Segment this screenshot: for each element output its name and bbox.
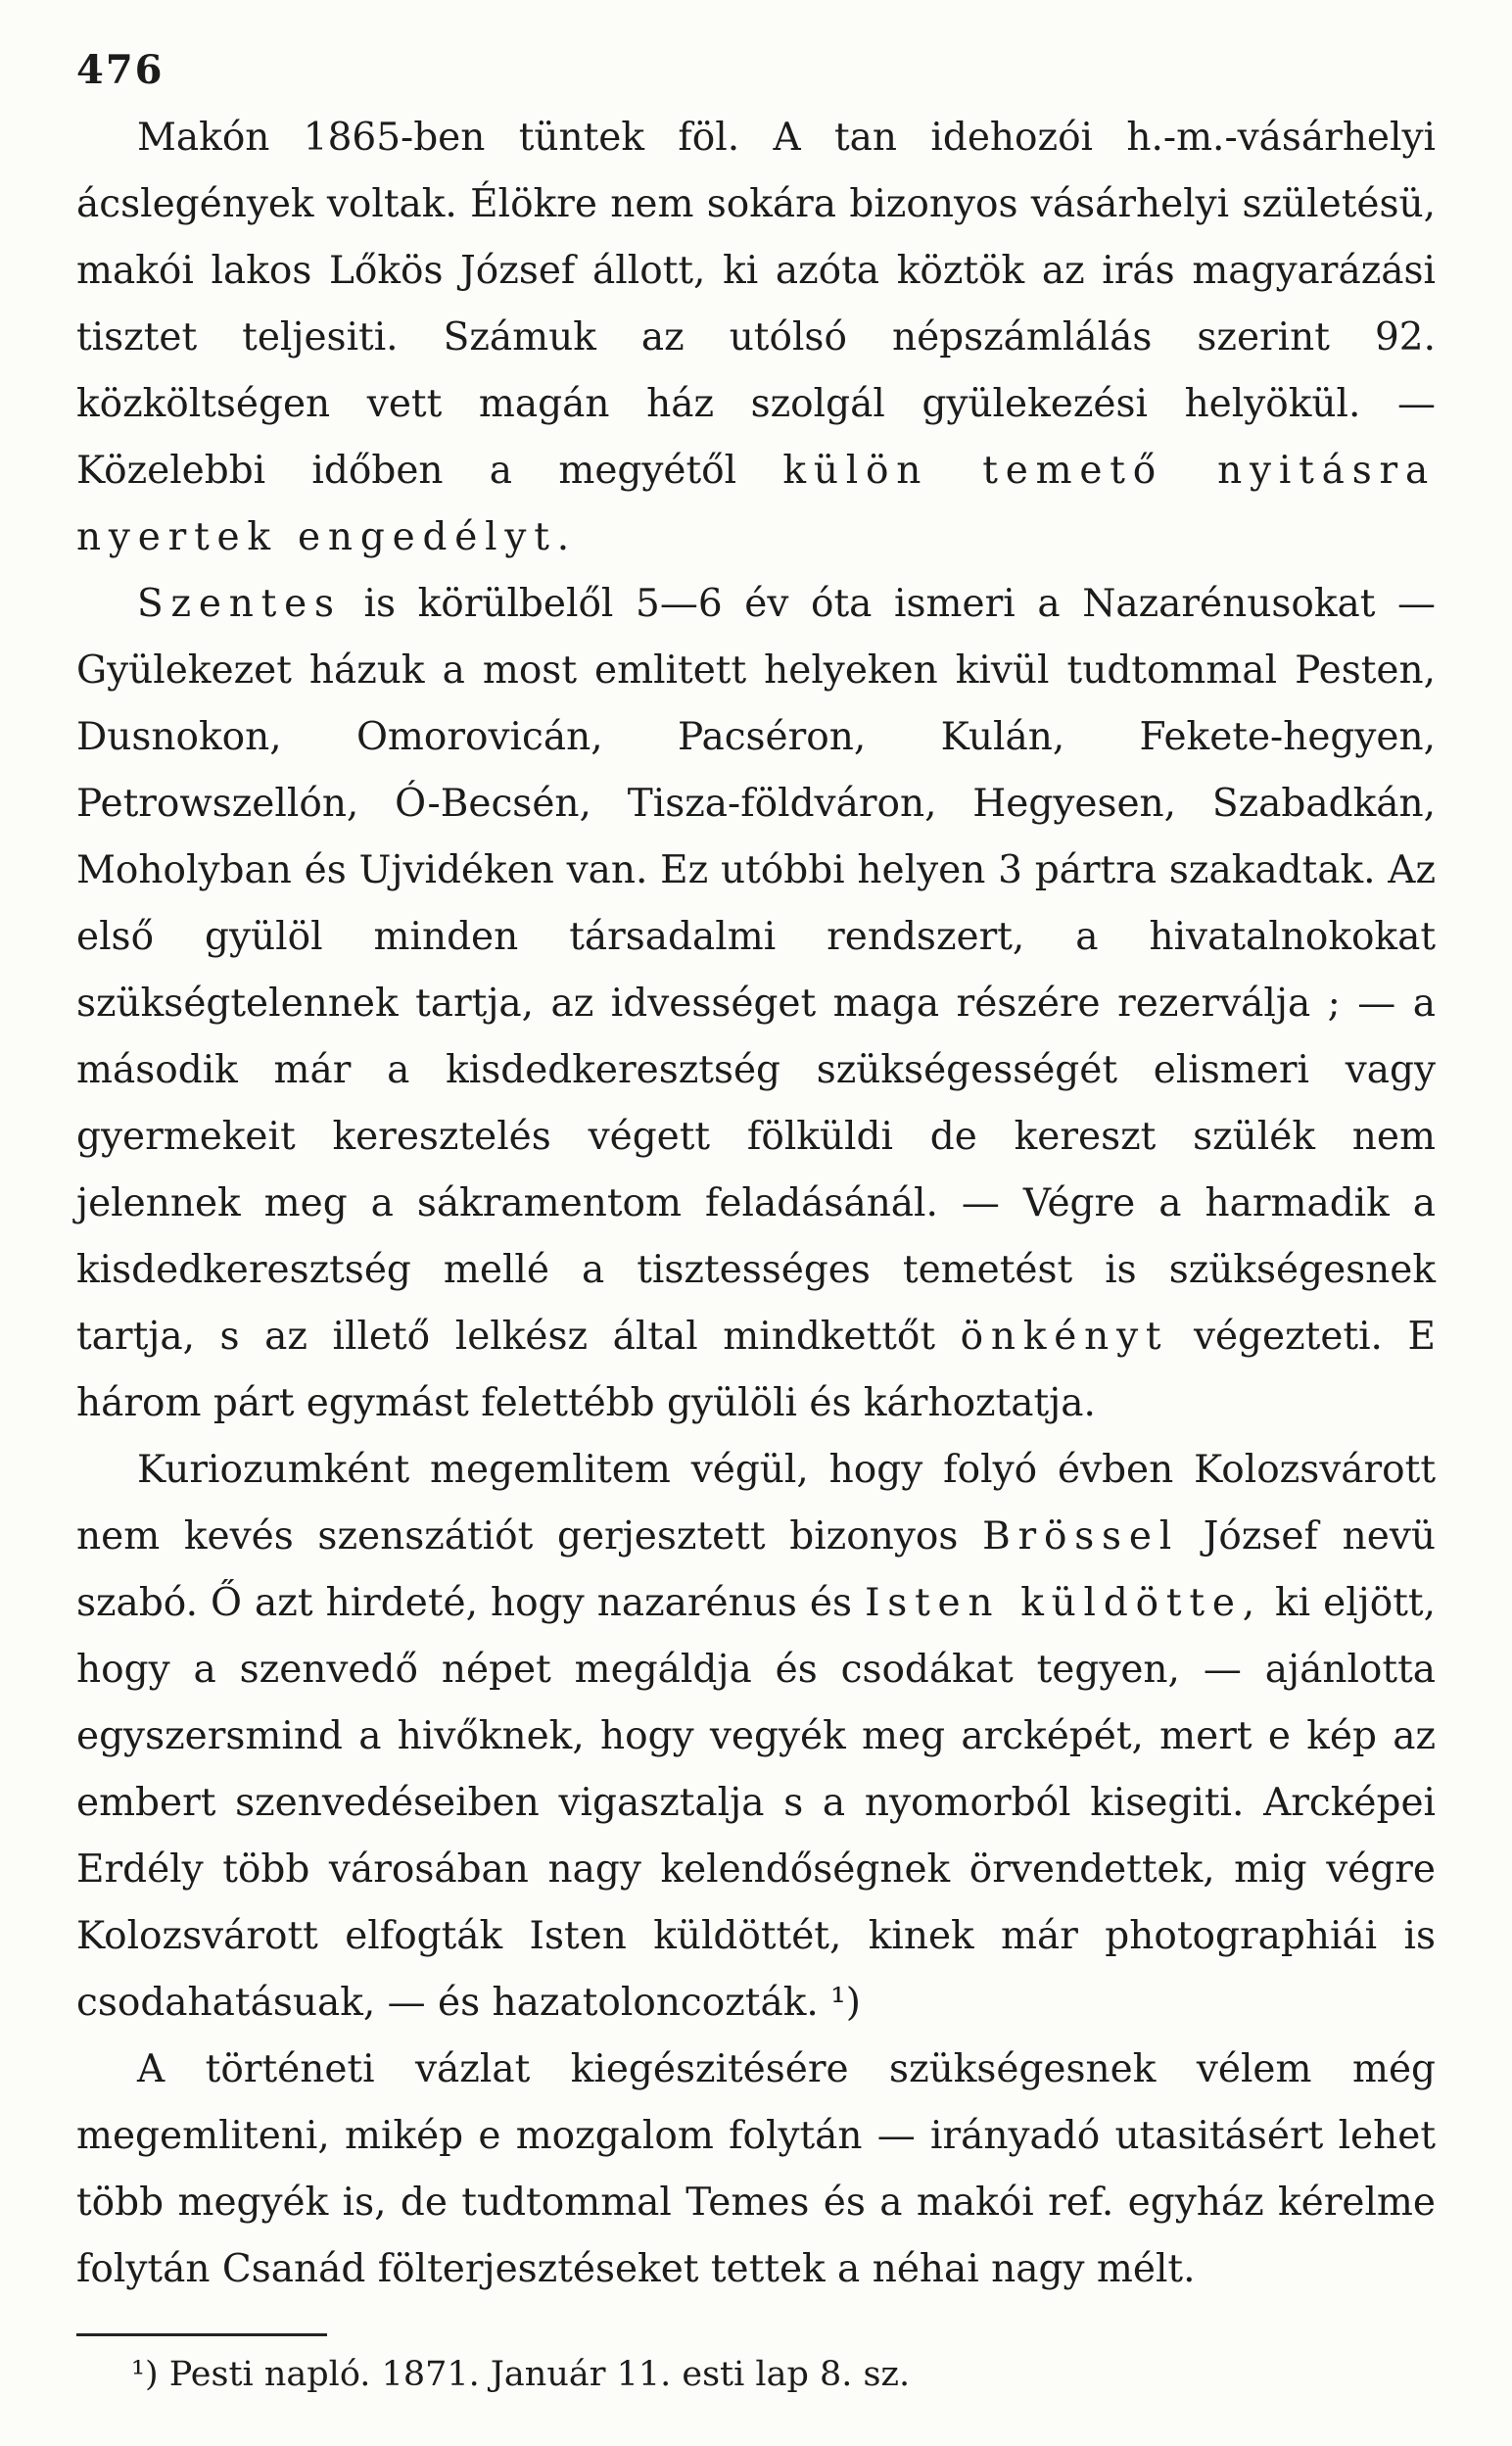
paragraph (76, 571, 1436, 1437)
text-segment: Makón 1865-ben tüntek föl. A tan idehozói h.-m.-vásárhelyi ácslegények voltak. Élökre nem sokára bizonyos vásárhelyi születésü, makói lakos Lőkös József állott, ki azóta köztök az irás magyarázási tisztet teljesiti. Számuk az utólsó népszámlálás szerint 92. közköltségen vett magán ház szolgál gyülekezési helyökül. — Közelebbi időben a megyétől (76, 116, 1436, 493)
footnote-text: ¹) Pesti napló. 1871. Január 11. esti lap 8. sz. (131, 2355, 911, 2394)
footnote (76, 2333, 1436, 2397)
paragraph (76, 1437, 1436, 2037)
emphasized-text: Szentes (137, 582, 342, 626)
body-text (76, 105, 1436, 2303)
emphasized-text: önkényt (960, 1315, 1169, 1359)
footnote-rule (76, 2333, 327, 2336)
text-segment: is körülbelől 5—6 év óta ismeri a Nazarénusokat — Gyülekezet házuk a most emlitett helyeken kivül tudtommal Pesten, Dusnokon, Omorovicán, Pacséron, Kulán, Fekete-hegyen, Petrowszellón, Ó-Becsén, Tisza-földváron, Hegyesen, Szabadkán, Moholyban és Ujvidéken van. Ez utóbbi helyen 3 pártra szakadtak. Az első gyülöl minden társadalmi rendszert, a hivatalnokokat szükségtelennek tartja, az idvességet maga részére rezerválja ; — a második már a kisdedkeresztség szükségességét elismeri vagy gyermekeit keresztelés végett fölküldi de kereszt szülék nem jelennek meg a sákramentom feladásánál. — Végre a harmadik a kisdedkeresztség mellé a tisztességes temetést is szükségesnek tartja, s az illető lelkész által mindkettőt (76, 582, 1436, 1359)
paragraph (76, 2037, 1436, 2303)
text-segment: József nevü szabó. Ő azt hirdeté, hogy nazarénus és (76, 1514, 1436, 1625)
paragraph (76, 105, 1436, 571)
emphasized-text: Isten küldötte, (865, 1581, 1262, 1625)
text-segment: végezteti. E három párt egymást felettébb gyülöli és kárhoztatja. (76, 1315, 1436, 1425)
emphasized-text: Brössel (982, 1514, 1180, 1559)
text-segment: A történeti vázlat kiegészitésére szükségesnek vélem még megemliteni, mikép e mozgalom folytán — irányadó utasitásért lehet több megyék is, de tudtommal Temes és a makói ref. egyház kérelme folytán Csanád fölterjesztéseket tettek a néhai nagy mélt. (76, 2047, 1436, 2291)
text-segment: ki eljött, hogy a szenvedő népet megáldja és csodákat tegyen, — ajánlotta egyszersmind a hivőknek, hogy vegyék meg arcképét, mert e kép az embert szenvedéseiben vigasztalja s a nyomorból kisegiti. Arcképei Erdély több városában nagy kelendőségnek örvendettek, mig végre Kolozsvárott elfogták Isten küldöttét, kinek már photographiái is csodahatásuak, — és hazatoloncozták. ¹) (76, 1581, 1436, 2025)
page-number: 476 (76, 47, 165, 93)
emphasized-text: külön temető nyitásra nyertek engedélyt. (76, 449, 1436, 559)
text-segment: Kuriozumként megemlitem végül, hogy folyó évben Kolozsvárott nem kevés szenszátiót gerjesztett bizonyos (76, 1448, 1436, 1559)
